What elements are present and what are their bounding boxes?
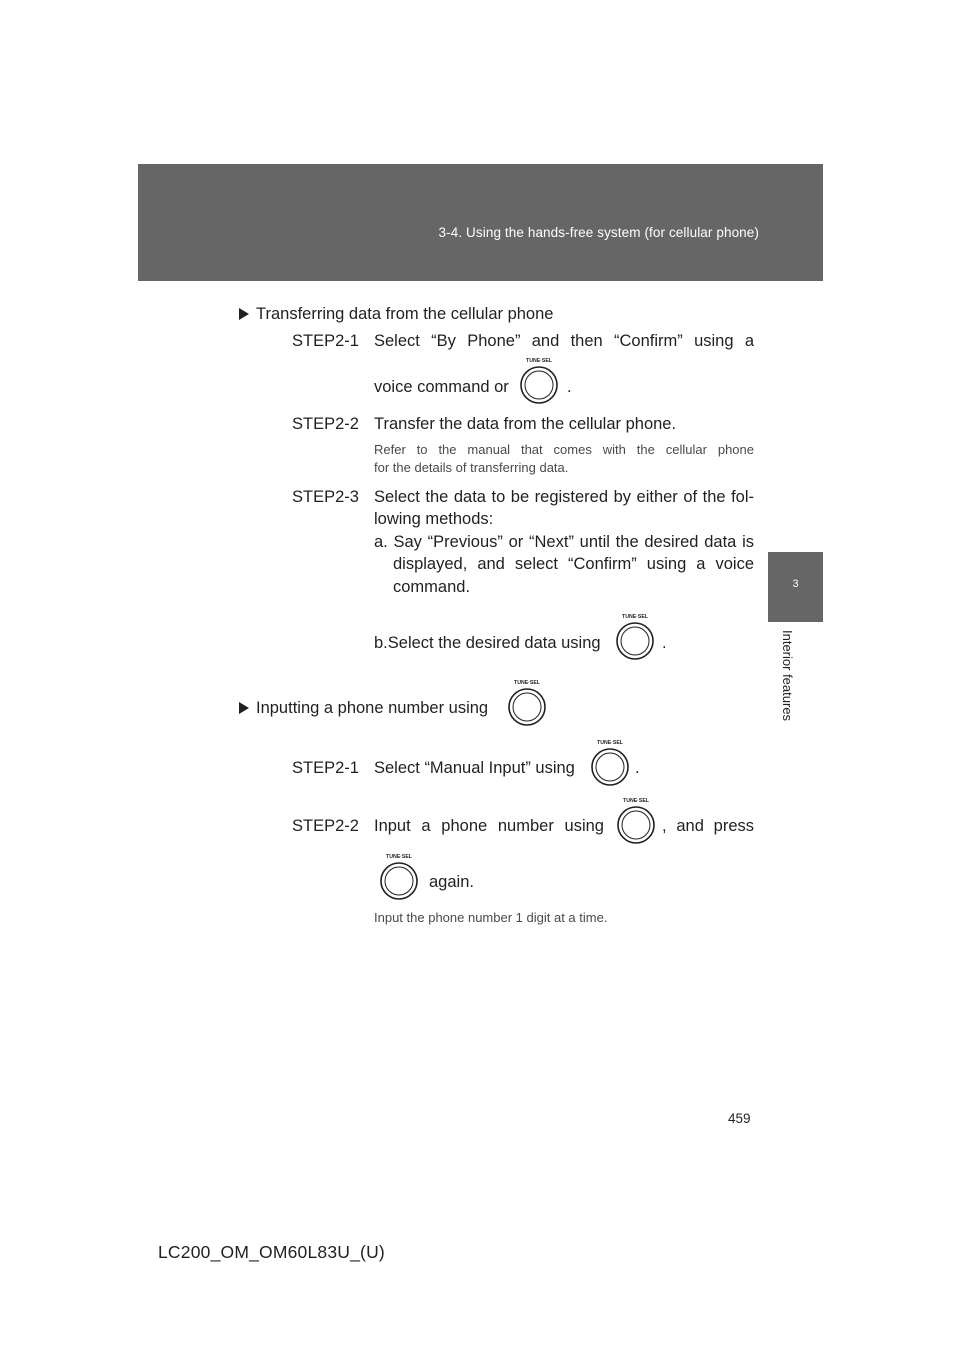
step-text: .: [635, 759, 640, 777]
step-label: STEP2-2: [292, 817, 359, 835]
method-a-text: command.: [393, 578, 471, 596]
document-code: LC200_OM_OM60L83U_(U): [158, 1242, 385, 1262]
header-band: [138, 164, 823, 281]
svg-text:TUNE·SEL: TUNE·SEL: [514, 680, 540, 686]
tune-sel-knob-icon: [585, 738, 635, 788]
bullet-triangle-icon: [239, 308, 249, 320]
chapter-label: Interior features: [780, 630, 795, 722]
tune-sel-knob-icon: [514, 356, 564, 406]
bullet-triangle-icon: [239, 702, 249, 714]
note-text: for the details of transferring data.: [374, 460, 569, 475]
method-a-text: a. Say “Previous” or “Next” until the desired data is: [374, 533, 754, 551]
step-text: Select “Manual Input” using: [374, 759, 575, 777]
chapter-tab: [768, 552, 823, 622]
step-label: STEP2-2: [292, 415, 359, 433]
tune-sel-knob-icon: [611, 796, 661, 846]
input-heading: Inputting a phone number using: [256, 699, 489, 717]
step-text: lowing methods:: [374, 510, 494, 528]
section-title: 3-4. Using the hands-free system (for cellular phone): [438, 225, 759, 240]
step-label: STEP2-1: [292, 332, 359, 350]
step-text: voice command or: [374, 378, 509, 396]
tune-sel-knob-icon: [502, 678, 552, 728]
step-text: , and press: [662, 817, 754, 835]
svg-text:TUNE·SEL: TUNE·SEL: [526, 358, 552, 364]
step-text: Select the data to be registered by either of the fol-: [374, 488, 754, 506]
svg-text:TUNE·SEL: TUNE·SEL: [386, 854, 412, 860]
tune-sel-knob-icon: [374, 852, 424, 902]
step-label: STEP2-3: [292, 488, 359, 506]
tune-sel-knob-icon: [610, 612, 660, 662]
method-b-text: .: [662, 634, 667, 652]
method-a-text: displayed, and select “Confirm” using a voice: [393, 555, 754, 573]
transfer-heading: Transferring data from the cellular phone: [256, 305, 554, 323]
page-number: 459: [728, 1111, 751, 1126]
step-text: Input a phone number using: [374, 817, 604, 835]
svg-text:TUNE·SEL: TUNE·SEL: [622, 614, 648, 620]
step-text: again.: [429, 873, 474, 891]
step-label: STEP2-1: [292, 759, 359, 777]
step-text: .: [567, 378, 572, 396]
note-text: Input the phone number 1 digit at a time.: [374, 910, 608, 925]
note-text: Refer to the manual that comes with the cellular phone: [374, 442, 754, 457]
chapter-number: 3: [792, 578, 799, 590]
step-text: Transfer the data from the cellular phone.: [374, 415, 677, 433]
step-text: Select “By Phone” and then “Confirm” using a: [374, 332, 754, 350]
svg-text:TUNE·SEL: TUNE·SEL: [597, 740, 623, 746]
method-b-text: b.Select the desired data using: [374, 634, 601, 652]
svg-text:TUNE·SEL: TUNE·SEL: [623, 798, 649, 804]
